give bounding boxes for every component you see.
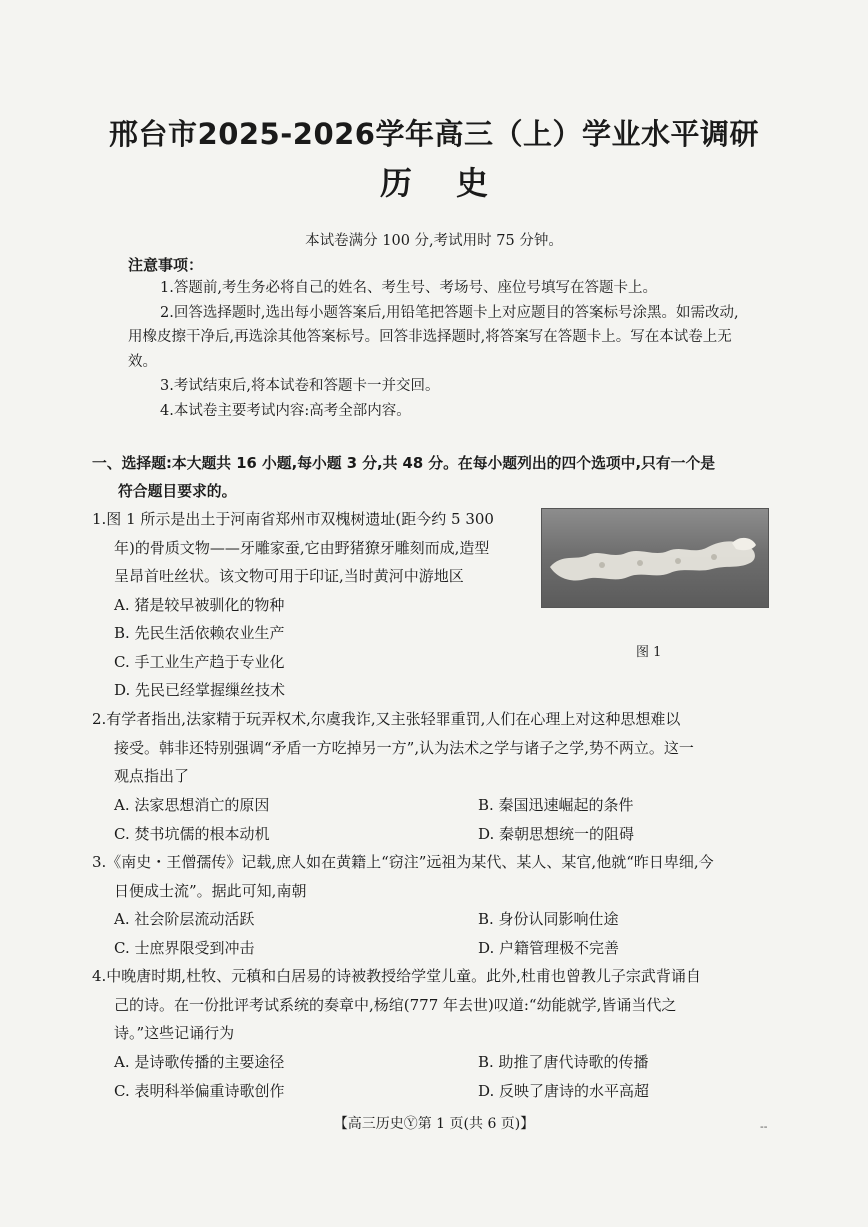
section-heading xyxy=(92,450,772,506)
notice-item: 4.本试卷主要考试内容:高考全部内容。 xyxy=(160,402,411,419)
question-stem-line: 诗。”这些记诵行为 xyxy=(114,1024,235,1042)
options-grid xyxy=(92,905,714,963)
question-stem-line: 2.有学者指出,法家精于玩弄权术,尔虞我诈,又主张轻罪重罚,人们在心理上对这种思想难以 xyxy=(92,710,681,728)
question-2 xyxy=(92,705,694,849)
question-stem-line: 观点指出了 xyxy=(114,767,190,785)
option-d: D. 秦朝思想统一的阻碍 xyxy=(478,824,635,843)
question-stem-line: 接受。韩非还特别强调“矛盾一方吃掉另一方”,认为法术之学与诸子之学,势不两立。这一 xyxy=(114,738,694,757)
ivory-silkworm-image xyxy=(542,509,768,607)
question-3 xyxy=(92,848,714,963)
option-a: A. 法家思想消亡的原因 xyxy=(114,795,270,814)
option-a: A. 是诗歌传播的主要途径 xyxy=(114,1052,285,1071)
option-d: D. 反映了唐诗的水平高超 xyxy=(478,1081,650,1100)
notice-item: 3.考试结束后,将本试卷和答题卡一并交回。 xyxy=(160,378,440,394)
question-stem-line: 己的诗。在一份批评考试系统的奏章中,杨绾(777 年去世)叹道:“幼能就学,皆诵当代之 xyxy=(114,995,677,1014)
notice-item: 1.答题前,考生务必将自己的姓名、考生号、考场号、座位号填写在答题卡上。 xyxy=(160,280,657,296)
page-footer: 【高三历史Ⓨ第 1 页(共 6 页)】 xyxy=(333,1116,535,1132)
exam-info: 本试卷满分 100 分,考试用时 75 分钟。 xyxy=(305,233,563,249)
option-b: B. 身份认同影响仕途 xyxy=(478,910,619,928)
section-heading-line: 符合题目要求的。 xyxy=(118,483,237,500)
option-a: A. 社会阶层流动活跃 xyxy=(114,910,255,928)
notice-item: 2.回答选择题时,选出每小题答案后,用铅笔把答题卡上对应题目的答案标号涂黑。如需改动,用橡皮擦干净后,再选涂其他答案标号。回答非选择题时,将答案写在答题卡上。写在本试卷上无效。 xyxy=(128,304,739,370)
question-stem-line: 3.《南史・王僧孺传》记载,庶人如在黄籍上“窃注”远祖为某代、某人、某官,他就“昨日卑细,今 xyxy=(92,853,714,871)
option-d: D. 先民已经掌握缫丝技术 xyxy=(114,681,286,699)
question-1 xyxy=(92,505,494,705)
notice-heading: 注意事项： xyxy=(128,256,204,274)
question-stem-line: 日便成士流”。据此可知,南朝 xyxy=(114,881,307,900)
option-b: B. 秦国迅速崛起的条件 xyxy=(478,795,634,814)
option-c: C. 手工业生产趋于专业化 xyxy=(114,652,285,671)
options-grid xyxy=(92,791,694,849)
figure-ivory-silkworm-photo xyxy=(541,508,769,608)
question-4 xyxy=(92,962,701,1106)
options-grid xyxy=(92,1048,701,1106)
question-stem-line: 4.中晚唐时期,杜牧、元稹和白居易的诗被教授给学堂儿童。此外,杜甫也曾教儿子宗武背诵自 xyxy=(92,967,701,985)
exam-title: 邢台市2025-2026学年高三（上）学业水平调研 xyxy=(109,117,759,151)
option-d: D. 户籍管理极不完善 xyxy=(478,939,620,957)
footer-mark: -- xyxy=(760,1120,768,1133)
option-c: C. 表明科举偏重诗歌创作 xyxy=(114,1081,285,1100)
option-b: B. 助推了唐代诗歌的传播 xyxy=(478,1052,649,1071)
option-c: C. 焚书坑儒的根本动机 xyxy=(114,824,270,843)
question-stem-line: 1.图 1 所示是出土于河南省郑州市双槐树遗址(距今约 5 300 xyxy=(92,510,494,528)
figure-caption: 图 1 xyxy=(636,645,662,660)
question-stem-line: 年)的骨质文物——牙雕家蚕,它由野猪獠牙雕刻而成,造型 xyxy=(114,538,490,557)
option-a: A. 猪是较早被驯化的物种 xyxy=(114,595,285,614)
option-b: B. 先民生活依赖农业生产 xyxy=(114,624,285,642)
option-c: C. 士庶界限受到冲击 xyxy=(114,939,255,957)
subject-title: 历史 xyxy=(379,164,532,202)
question-stem-line: 呈昂首吐丝状。该文物可用于印证,当时黄河中游地区 xyxy=(114,567,464,585)
notice-list xyxy=(128,276,748,423)
section-heading-line: 一、选择题:本大题共 16 小题,每小题 3 分,共 48 分。在每小题列出的四个选项中,只有一个是 xyxy=(92,455,716,472)
